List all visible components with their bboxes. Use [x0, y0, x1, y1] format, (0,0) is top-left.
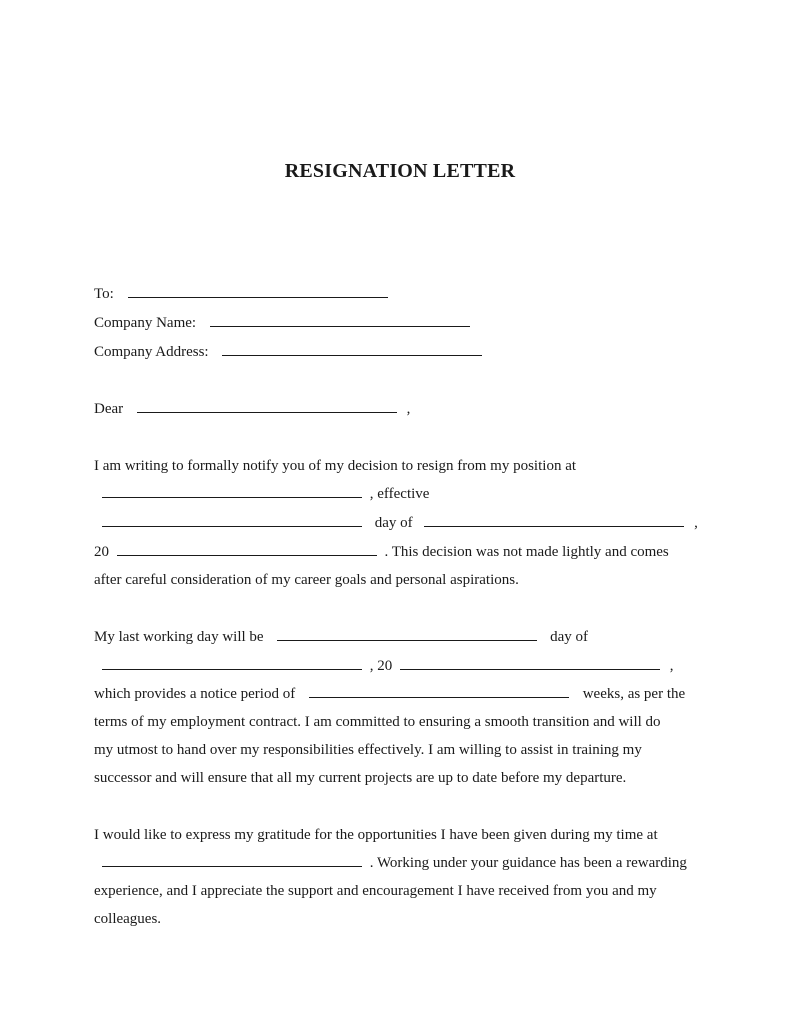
p2-line-4: terms of my employment contract. I am committed to ensuring a smooth transition and will do — [94, 714, 661, 730]
company-name-row — [94, 313, 470, 333]
p2-year-prefix: , 20 — [369, 658, 393, 674]
effective-day-blank[interactable] — [102, 514, 362, 527]
company-name-label: Company Name: — [94, 315, 197, 331]
company-address-blank[interactable] — [222, 343, 482, 356]
day-of-text: day of — [374, 515, 413, 531]
p1-comma: , — [694, 515, 698, 531]
last-day-text: My last working day will be — [94, 629, 264, 645]
effective-year-blank[interactable] — [117, 543, 377, 556]
company-tenure-blank[interactable] — [102, 854, 362, 867]
company-address-label: Company Address: — [94, 344, 209, 360]
p2-line-5: my utmost to hand over my responsibilities effectively. I am willing to assist in training my — [94, 742, 642, 758]
salutation-comma: , — [406, 401, 411, 417]
effective-text: , effective — [369, 486, 430, 502]
p2-comma: , — [669, 658, 674, 674]
last-month-blank[interactable] — [102, 657, 362, 670]
to-label: To: — [94, 286, 114, 302]
p1-line-3 — [94, 513, 698, 533]
company-name-blank[interactable] — [210, 314, 470, 327]
p2-day-of-text: day of — [550, 629, 588, 645]
p3-line-2 — [94, 853, 687, 873]
p3-line-4: colleagues. — [94, 911, 162, 927]
p1-line-5: after careful consideration of my career goals and personal aspirations. — [94, 572, 519, 588]
recipient-name-blank[interactable] — [137, 400, 397, 413]
notice-prefix-text: which provides a notice period of — [94, 686, 296, 702]
p2-line-3 — [94, 684, 685, 704]
p1-line-2 — [94, 484, 429, 504]
position-blank[interactable] — [102, 485, 362, 498]
p1-line-1: I am writing to formally notify you of my decision to resign from my position at — [94, 458, 577, 474]
company-address-row — [94, 342, 482, 362]
weeks-text: weeks, as per the — [582, 686, 686, 702]
year-prefix: 20 — [94, 544, 109, 560]
dear-label: Dear — [94, 401, 124, 417]
document-title: RESIGNATION LETTER — [284, 160, 516, 182]
p1-line-4 — [94, 542, 669, 562]
to-blank[interactable] — [128, 285, 388, 298]
last-day-blank[interactable] — [277, 628, 537, 641]
salutation-row — [94, 399, 410, 419]
p2-line-6: successor and will ensure that all my current projects are up to date before my departure. — [94, 770, 627, 786]
p3-line-1: I would like to express my gratitude for the opportunities I have been given during my time at — [94, 827, 658, 843]
p3-line-3: experience, and I appreciate the support and encouragement I have received from you and my — [94, 883, 657, 899]
last-year-blank[interactable] — [400, 657, 660, 670]
working-under-text: . Working under your guidance has been a rewarding — [369, 855, 687, 871]
p2-line-1 — [94, 627, 588, 647]
to-row — [94, 284, 388, 304]
effective-month-blank[interactable] — [424, 514, 684, 527]
notice-weeks-blank[interactable] — [309, 685, 569, 698]
p2-line-2 — [94, 656, 674, 676]
decision-text: . This decision was not made lightly and comes — [384, 544, 669, 560]
